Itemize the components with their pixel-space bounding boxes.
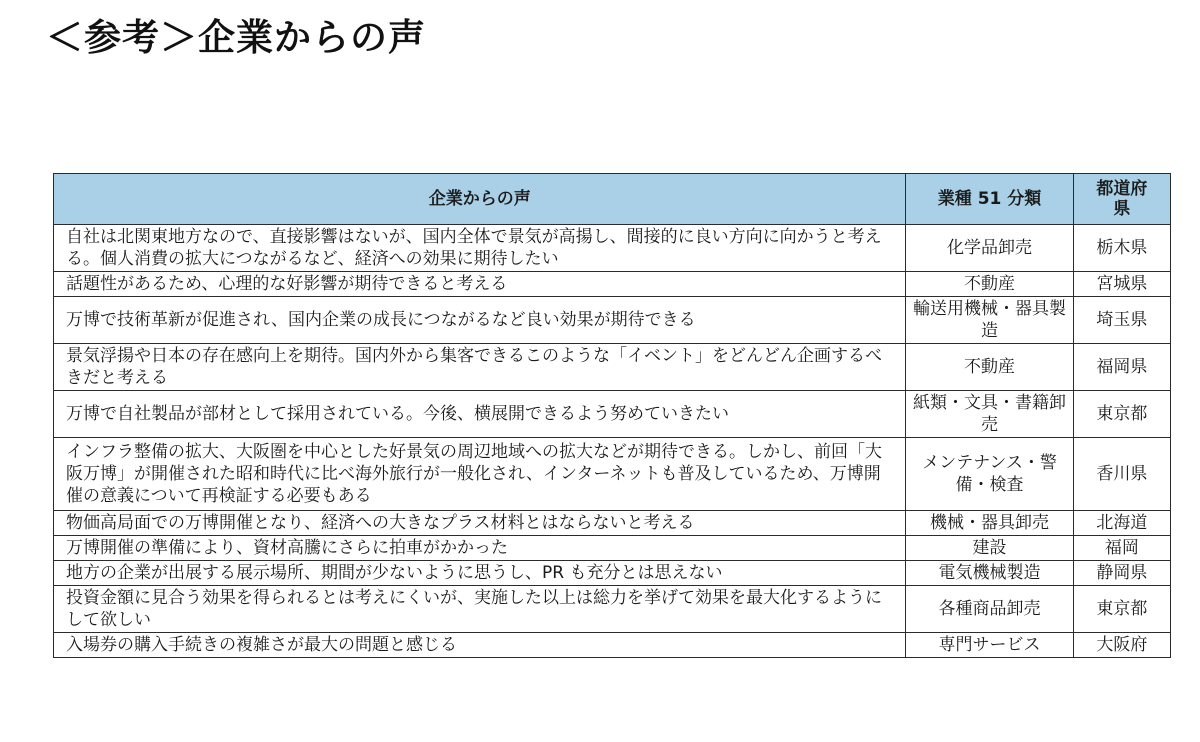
prefecture-cell: 埼玉県 bbox=[1073, 297, 1170, 344]
industry-cell: 輸送用機械・器具製造 bbox=[906, 297, 1073, 344]
industry-cell: 機械・器具卸売 bbox=[906, 511, 1073, 536]
prefecture-cell: 静岡県 bbox=[1073, 561, 1170, 586]
table-row bbox=[54, 272, 1171, 297]
header-industry: 業種 51 分類 bbox=[906, 174, 1073, 225]
table-row bbox=[54, 391, 1171, 438]
table-row bbox=[54, 225, 1171, 272]
voice-cell: 自社は北関東地方なので、直接影響はないが、国内全体で景気が高揚し、間接的に良い方向に向かうと考える。個人消費の拡大につながるなど、経済への効果に期待したい bbox=[54, 225, 906, 272]
prefecture-cell: 北海道 bbox=[1073, 511, 1170, 536]
voice-cell: 万博で自社製品が部材として採用されている。今後、横展開できるよう努めていきたい bbox=[54, 391, 906, 438]
prefecture-cell: 福岡 bbox=[1073, 536, 1170, 561]
table-row bbox=[54, 561, 1171, 586]
table-row bbox=[54, 511, 1171, 536]
industry-cell: 紙類・文具・書籍卸売 bbox=[906, 391, 1073, 438]
industry-cell: 建設 bbox=[906, 536, 1073, 561]
industry-cell: 電気機械製造 bbox=[906, 561, 1073, 586]
company-voices-table bbox=[53, 173, 1171, 658]
prefecture-cell: 東京都 bbox=[1073, 391, 1170, 438]
prefecture-cell: 香川県 bbox=[1073, 438, 1170, 511]
table-row bbox=[54, 586, 1171, 633]
prefecture-cell: 栃木県 bbox=[1073, 225, 1170, 272]
prefecture-cell: 大阪府 bbox=[1073, 633, 1170, 658]
page-title: ＜参考＞企業からの声 bbox=[46, 16, 426, 59]
voice-cell: 入場券の購入手続きの複雑さが最大の問題と感じる bbox=[54, 633, 906, 658]
table-row bbox=[54, 344, 1171, 391]
industry-cell: メンテナンス・警備・検査 bbox=[906, 438, 1073, 511]
industry-cell: 専門サービス bbox=[906, 633, 1073, 658]
industry-cell: 不動産 bbox=[906, 272, 1073, 297]
header-voice: 企業からの声 bbox=[54, 174, 906, 225]
prefecture-cell: 東京都 bbox=[1073, 586, 1170, 633]
table-row bbox=[54, 536, 1171, 561]
table-row bbox=[54, 438, 1171, 511]
voice-cell: 投資金額に見合う効果を得られるとは考えにくいが、実施した以上は総力を挙げて効果を最大化するようにして欲しい bbox=[54, 586, 906, 633]
industry-cell: 化学品卸売 bbox=[906, 225, 1073, 272]
table-header-row bbox=[54, 174, 1171, 225]
voice-cell: 景気浮揚や日本の存在感向上を期待。国内外から集客できるこのような「イベント」をどんどん企画するべきだと考える bbox=[54, 344, 906, 391]
industry-cell: 不動産 bbox=[906, 344, 1073, 391]
header-prefecture: 都道府県 bbox=[1073, 174, 1170, 225]
industry-cell: 各種商品卸売 bbox=[906, 586, 1073, 633]
voice-cell: 話題性があるため、心理的な好影響が期待できると考える bbox=[54, 272, 906, 297]
voice-cell: 地方の企業が出展する展示場所、期間が少ないように思うし、PR も充分とは思えない bbox=[54, 561, 906, 586]
voice-cell: 物価高局面での万博開催となり、経済への大きなプラス材料とはならないと考える bbox=[54, 511, 906, 536]
prefecture-cell: 福岡県 bbox=[1073, 344, 1170, 391]
voice-cell: 万博開催の準備により、資材高騰にさらに拍車がかかった bbox=[54, 536, 906, 561]
table-row bbox=[54, 633, 1171, 658]
voice-cell: 万博で技術革新が促進され、国内企業の成長につながるなど良い効果が期待できる bbox=[54, 297, 906, 344]
table-row bbox=[54, 297, 1171, 344]
voice-cell: インフラ整備の拡大、大阪圏を中心とした好景気の周辺地域への拡大などが期待できる。しかし、前回「大阪万博」が開催された昭和時代に比べ海外旅行が一般化され、インターネットも普及しているため、万博開催の意義について再検証する必要もある bbox=[54, 438, 906, 511]
prefecture-cell: 宮城県 bbox=[1073, 272, 1170, 297]
